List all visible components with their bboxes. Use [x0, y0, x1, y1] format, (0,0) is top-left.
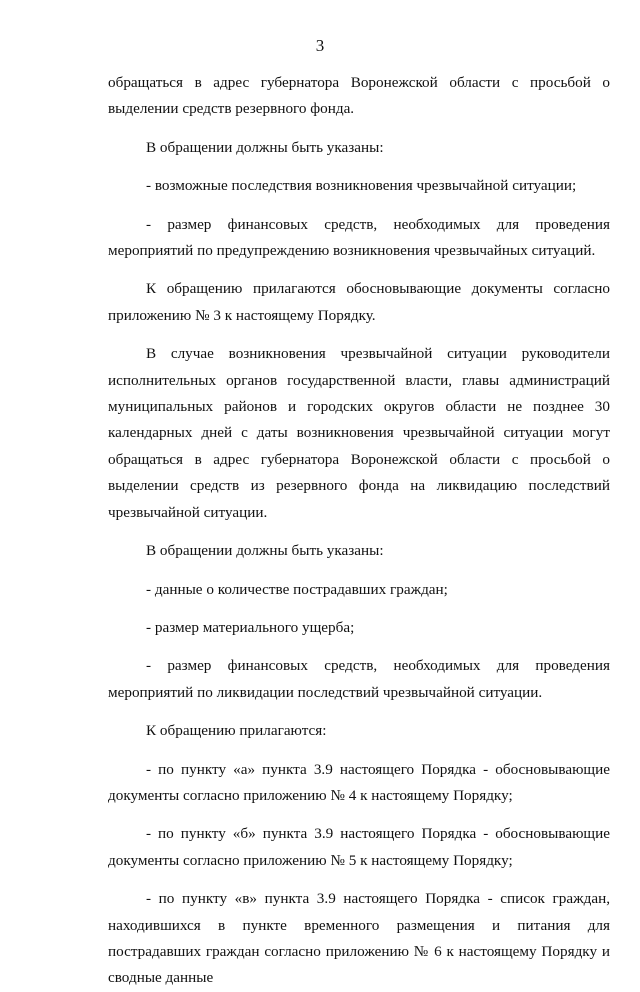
paragraph: В случае возникновения чрезвычайной ситуации руководители исполнительных органов государственной власти, главы администраций муниципальных районов и городских округов области не позднее 30 календарных дней с даты возникновения чрезвычайной ситуации могут обращаться в адрес губернатора Воронежской области с просьбой о выделении средств из резервного фонда на ликвидацию последствий чрезвычайной ситуации. [108, 345, 610, 521]
paragraph: К обращению прилагаются: [146, 722, 327, 740]
page-number: 3 [315, 36, 325, 55]
list-item: - возможные последствия возникновения чрезвычайной ситуации; [146, 177, 577, 195]
list-item: - по пункту «б» пункта 3.9 настоящего Порядка - обосновывающие документы согласно приложению № 5 к настоящему Порядку; [108, 825, 610, 869]
paragraph: обращаться в адрес губернатора Воронежской области с просьбой о выделении средств резервного фонда. [108, 74, 610, 118]
paragraph: В обращении должны быть указаны: [146, 138, 384, 156]
list-item: - по пункту «в» пункта 3.9 настоящего Порядка - список граждан, находившихся в пункте временного размещения и питания для пострадавших граждан согласно приложению № 6 к настоящему Порядку и сводные данные [108, 890, 610, 987]
paragraph: К обращению прилагаются обосновывающие документы согласно приложению № 3 к настоящему Порядку. [108, 280, 610, 324]
document-body [108, 70, 610, 992]
list-item: - по пункту «а» пункта 3.9 настоящего Порядка - обосновывающие документы согласно приложению № 4 к настоящему Порядку; [108, 760, 610, 804]
list-item: - размер финансовых средств, необходимых для проведения мероприятий по ликвидации последствий чрезвычайной ситуации. [108, 657, 610, 701]
paragraph: В обращении должны быть указаны: [146, 542, 384, 560]
list-item: - размер материального ущерба; [146, 618, 355, 636]
list-item: - данные о количестве пострадавших граждан; [146, 580, 448, 598]
list-item: - размер финансовых средств, необходимых для проведения мероприятий по предупреждению возникновения чрезвычайных ситуаций. [108, 215, 610, 260]
